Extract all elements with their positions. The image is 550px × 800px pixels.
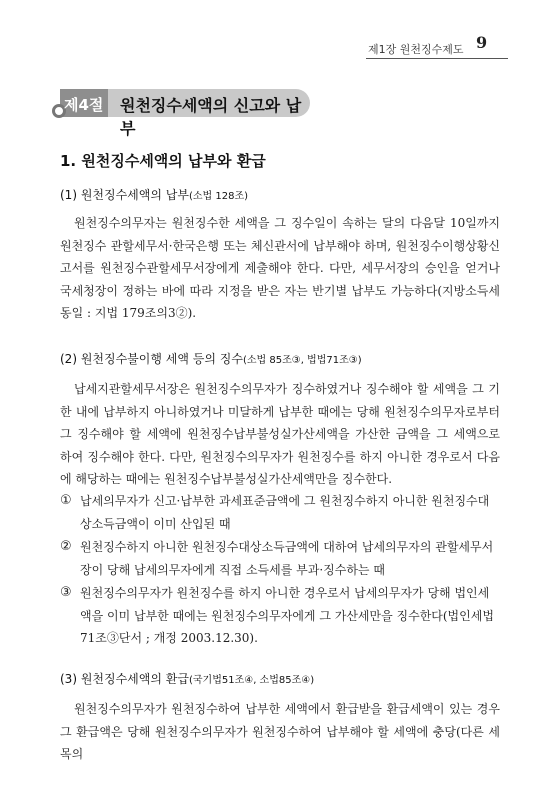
subheading-1 bbox=[60, 186, 248, 203]
subheading-1-title: (1) 원천징수세액의 납부 bbox=[60, 188, 189, 202]
list-item-text: 원천징수의무자가 원천징수를 하지 아니한 경우로서 납세의무자가 당해 법인세액을 이미 납부한 때에는 원천징수의무자에게 그 가산세만을 징수한다(법인세법71조③단서 ; 개정 2003.12.30). bbox=[80, 586, 494, 645]
section-number: 제4절 bbox=[64, 96, 104, 114]
subheading-2 bbox=[60, 350, 362, 367]
list-item-number: ③ bbox=[60, 585, 72, 600]
paragraph-1-text: 원천징수의무자는 원천징수한 세액을 그 징수일이 속하는 달의 다음달 10일까지 원천징수 관할세무서·한국은행 또는 체신관서에 납부해야 하며, 원천징수이행상황신고서를 원천징수관할세무서장에게 제출해야 한다. 다만, 세무서장의 승인을 얻거나 국세청장이 정하는 바에 따라 지정을 받은 자는 반기별 납부도 가능하다(지방소득세 동일 : 지법 179조의3②). bbox=[60, 216, 500, 320]
list-item bbox=[60, 490, 500, 535]
list-item-number: ② bbox=[60, 539, 72, 554]
section-title: 원천징수세액의 신고와 납부 bbox=[120, 96, 302, 138]
list-item-number: ① bbox=[60, 493, 72, 508]
paragraph-2 bbox=[60, 378, 500, 491]
paragraph-3 bbox=[60, 698, 500, 766]
subheading-2-title: (2) 원천징수불이행 세액 등의 징수 bbox=[60, 352, 243, 366]
paragraph-2-text: 납세지관할세무서장은 원천징수의무자가 징수하였거나 징수해야 할 세액을 그 기한 내에 납부하지 아니하였거나 미달하게 납부한 때에는 당해 원천징수의무자로부터 그 징수해야 할 세액에 원천징수납부불성실가산세액을 가산한 금액을 그 세액으로 하여 징수해야 한다. 다만, 원천징수의무자가 원천징수를 하지 아니한 경우로서 다음에 해당하는 때에는 원천징수납부불성실가산세액만을 징수한다. bbox=[60, 382, 500, 486]
condition-list bbox=[60, 490, 500, 651]
list-item bbox=[60, 582, 500, 650]
subheading-3-ref: (국기법51조④, 소법85조④) bbox=[188, 675, 315, 686]
paragraph-3-text: 원천징수의무자가 원천징수하여 납부한 세액에서 환급받을 환급세액이 있는 경우 그 환급액은 당해 원천징수의무자가 원천징수하여 납부해야 할 세액에 충당(다른 세목의 bbox=[60, 702, 500, 761]
heading-1: 1. 원천징수세액의 납부와 환급 bbox=[60, 152, 266, 170]
list-item-text: 원천징수하지 아니한 원천징수대상소득금액에 대하여 납세의무자의 관할세무서장이 당해 납세의무자에게 직접 소득세를 부과·징수하는 때 bbox=[80, 540, 494, 577]
list-item bbox=[60, 536, 500, 581]
running-head: 제1장 원천징수제도 bbox=[368, 43, 464, 56]
subheading-1-ref: (소법 128조) bbox=[188, 191, 249, 202]
page-number: 9 bbox=[476, 33, 488, 52]
header-rule bbox=[366, 58, 508, 59]
subheading-3 bbox=[60, 670, 314, 687]
subheading-2-ref: (소법 85조③, 법법71조③) bbox=[242, 355, 362, 366]
list-item-text: 납세의무자가 신고·납부한 과세표준금액에 그 원천징수하지 아니한 원천징수대상소득금액이 이미 산입된 때 bbox=[80, 494, 490, 531]
paragraph-1 bbox=[60, 212, 500, 325]
subheading-3-title: (3) 원천징수세액의 환급 bbox=[60, 672, 189, 686]
section-banner bbox=[52, 89, 314, 138]
